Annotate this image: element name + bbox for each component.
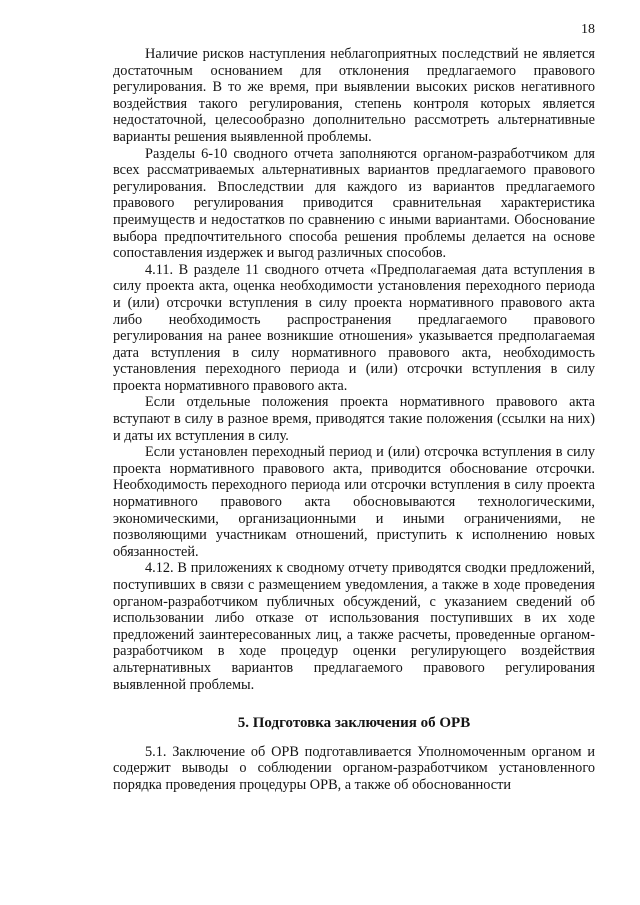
- paragraph-separate-provisions: Если отдельные положения проекта нормативного правового акта вступают в силу в разное время, приводятся такие положения (ссылки на них) и даты их вступления в силу.: [113, 394, 595, 444]
- section-heading: 5. Подготовка заключения об ОРВ: [237, 715, 471, 732]
- page-number: 18: [581, 22, 595, 37]
- paragraph-sections-6-10: Разделы 6-10 сводного отчета заполняются органом-разработчиком для всех рассматриваемых альтернативных вариантов предлагаемого правового регулирования. Впоследствии для каждого из вариантов предлагаемого правового регулирования приводится сравнительная характеристика преимуществ и недостатков по сравнению с иными вариантами. Обоснование выбора предпочтительного способа решения проблемы делается на основе сопоставления издержек и выгод различных способов.: [113, 145, 595, 262]
- paragraph-risks: Наличие рисков наступления неблагоприятных последствий не является достаточным основанием для отклонения предлагаемого правового регулирования. В то же время, при выявлении высоких рисков негативного воздействия такого регулирования, степень контроля которых является недостаточной, целесообразно дополнительно рассмотреть альтернативные варианты решения выявленной проблемы.: [113, 46, 595, 145]
- document-body: [113, 46, 595, 794]
- paragraph-5-1: 5.1. Заключение об ОРВ подготавливается Уполномоченным органом и содержит выводы о соблюдении органом-разработчиком установленного порядка проведения процедуры ОРВ, а также об обоснованности: [113, 743, 595, 793]
- paragraph-4-12: 4.12. В приложениях к сводному отчету приводятся сводки предложений, поступивших в связи с размещением уведомления, а также в ходе проведения органом-разработчиком публичных обсуждений, с указанием сведений об использовании либо отказе от использования поступивших в их ходе предложений заинтересованных лиц, а также расчеты, проведенные органом-разработчиком в ходе процедур оценки регулирующего воздействия альтернативных вариантов предлагаемого правового регулирования выявленной проблемы.: [113, 560, 595, 693]
- paragraph-transition-period: Если установлен переходный период и (или) отсрочка вступления в силу проекта нормативного правового акта, приводится обоснование отсрочки. Необходимость переходного периода или отсрочки вступления в силу проекта нормативного правового акта обосновываются технологическими, экономическими, организационными и иными ограничениями, не позволяющими участникам отношений, приступить к исполнению новых обязанностей.: [113, 444, 595, 560]
- paragraph-4-11: 4.11. В разделе 11 сводного отчета «Предполагаемая дата вступления в силу проекта акта, оценка необходимости установления переходного периода и (или) отсрочки вступления в силу проекта нормативного правового акта либо необходимость распространения предлагаемого правового регулирования на ранее возникшие отношения» указывается предполагаемая дата вступления в силу нормативного правового акта, необходимость установления переходного периода и (или) отсрочки вступления в силу проекта нормативного правового акта.: [113, 261, 595, 394]
